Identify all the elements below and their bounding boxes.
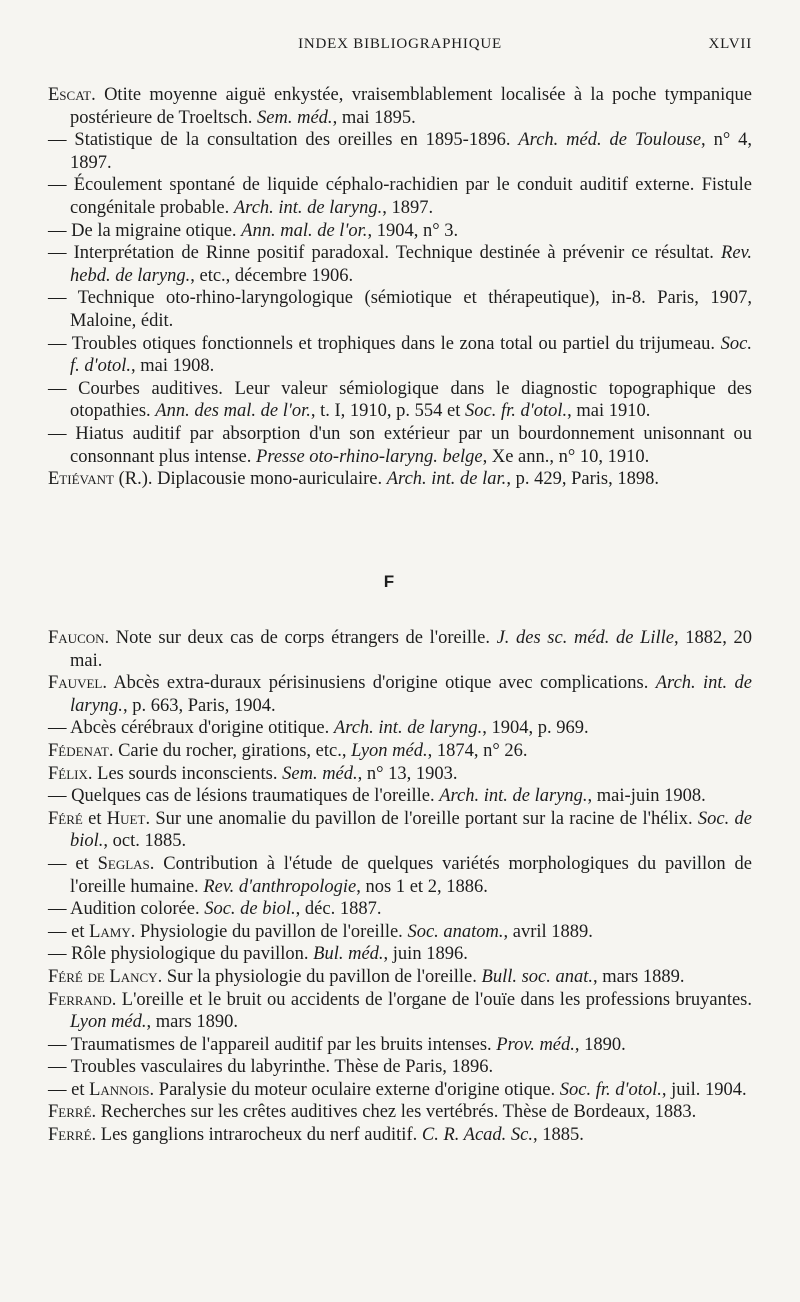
entry-journal: J. des sc. méd. de Lille	[496, 628, 675, 648]
entry-text: , mai 1910.	[567, 401, 651, 422]
bibliography-entry	[48, 1034, 752, 1057]
entry-journal: Soc. de biol.	[70, 808, 752, 852]
bibliography-entry	[48, 333, 752, 378]
entry-text: — Abcès cérébraux d'origine otitique.	[48, 718, 334, 739]
entry-journal: Lyon méd.	[351, 740, 428, 761]
entry-journal: Arch. int. de laryng.	[233, 197, 383, 218]
entry-text: , n° 13, 1903.	[357, 763, 458, 784]
entry-text: , n° 4, 1897.	[70, 130, 753, 173]
entry-journal: Bul. méd.	[313, 944, 384, 965]
entry-author: Féré de Lancy	[48, 966, 158, 987]
entry-coauthor: Lamy	[89, 921, 131, 942]
entry-text: . Otite moyenne aiguë enkystée, vraisemblablement localisée à la poche tympanique postérieure de Troeltsch.	[70, 85, 752, 128]
entry-text: , oct. 1885.	[103, 831, 187, 852]
entry-text: , 1897.	[382, 197, 434, 218]
entry-author: Ferrand	[48, 989, 112, 1010]
bibliography-entry	[48, 966, 752, 989]
entry-text: — et	[48, 1079, 90, 1100]
entry-text: — Interprétation de Rinne positif paradoxal. Technique destinée à prévenir ce résultat.	[48, 243, 722, 264]
bibliography-entry	[48, 853, 752, 898]
bibliography-entry	[48, 468, 752, 491]
entry-author: Etiévant	[48, 469, 114, 490]
entry-journal: Soc. fr. d'otol.	[465, 401, 568, 422]
entry-journal: Presse oto-rhino-laryng. belge	[256, 446, 483, 467]
entry-text: — Technique oto-rhino-laryngologique (sémiotique et thérapeutique), in-8. Paris, 1907, Maloine, édit.	[48, 288, 752, 331]
entry-text: . Carie du rocher, girations, etc.,	[108, 740, 352, 761]
entry-text: — Troubles otiques fonctionnels et trophiques dans le zona total ou partiel du trijumeau.	[48, 333, 721, 354]
entry-text: , mai-juin 1908.	[587, 786, 706, 807]
bibliography-entry	[48, 989, 752, 1034]
entry-journal: Soc. fr. d'otol.	[559, 1079, 662, 1100]
bibliography-entry	[48, 84, 752, 129]
bibliography-entry	[48, 174, 752, 219]
section-letter-heading: F	[383, 572, 395, 591]
entry-text: , 1904, n° 3.	[367, 220, 459, 241]
bibliography-entry	[48, 220, 752, 243]
entry-text: — Traumatismes de l'appareil auditif par les bruits intenses.	[48, 1034, 497, 1055]
entry-journal: Arch. int. de laryng.	[333, 718, 483, 739]
entry-journal: Arch. int. de lar.	[386, 469, 507, 490]
entry-text: . Contribution à l'étude de quelques variétés morphologiques du pavillon de l'oreille humaine.	[70, 853, 752, 897]
entry-text: — et	[48, 853, 98, 874]
entry-journal: C. R. Acad. Sc.	[421, 1125, 534, 1146]
bibliography-f-entries	[48, 627, 752, 1147]
entry-text: — Statistique de la consultation des oreilles en 1895-1896.	[48, 130, 519, 151]
entry-author: Félix	[48, 763, 88, 784]
entry-author: Ferré	[48, 1125, 92, 1146]
bibliography-entry	[48, 378, 752, 423]
entry-text: . Paralysie du moteur oculaire externe d'origine otique.	[149, 1079, 560, 1100]
entry-text: , 1874, n° 26.	[427, 740, 528, 761]
bibliography-entry	[48, 1101, 752, 1124]
entry-journal: Sem. méd.	[282, 763, 358, 784]
entry-journal: Rev. hebd. de laryng.	[70, 243, 752, 286]
entry-text: , Xe ann., n° 10, 1910.	[482, 446, 650, 467]
bibliography-entry	[48, 1124, 752, 1147]
entry-journal: Ann. des mal. de l'or.	[155, 401, 311, 422]
entry-text: , déc. 1887.	[295, 899, 382, 920]
entry-text: — Audition colorée.	[48, 899, 205, 920]
entry-text: — Quelques cas de lésions traumatiques de l'oreille.	[48, 786, 440, 807]
entry-text: , juin 1896.	[383, 944, 468, 965]
bibliography-entry	[48, 287, 752, 332]
bibliography-entry	[48, 1079, 752, 1102]
entry-text: . Sur la physiologie du pavillon de l'oreille.	[157, 966, 482, 987]
entry-journal: Arch. int. de laryng.	[439, 786, 588, 807]
bibliography-entry	[48, 943, 752, 966]
entry-text: . Note sur deux cas de corps étrangers de l'oreille.	[104, 628, 497, 648]
entry-text: — De la migraine otique.	[48, 220, 242, 241]
entry-text: , 1885.	[533, 1125, 584, 1146]
entry-author: Fauvel	[48, 673, 103, 694]
entry-text: , mai 1895.	[332, 107, 416, 128]
entry-text: . Abcès extra-duraux périsinusiens d'origine otique avec complications.	[102, 673, 656, 694]
entry-text: , avril 1889.	[503, 921, 593, 942]
entry-text: — Écoulement spontané de liquide céphalo-rachidien par le conduit auditif externe. Fistule congénitale probable.	[48, 175, 752, 218]
entry-text: , 1882, 20 mai.	[70, 628, 752, 671]
entry-text: , p. 429, Paris, 1898.	[506, 469, 659, 490]
bibliography-entry	[48, 717, 752, 740]
entry-text: — Rôle physiologique du pavillon.	[48, 944, 314, 965]
entry-coauthor: Lannois	[89, 1079, 150, 1100]
entry-text: . Physiologie du pavillon de l'oreille.	[130, 921, 408, 942]
bibliography-entry	[48, 785, 752, 808]
entry-author: Escat	[48, 85, 92, 105]
entry-text: , mai 1908.	[131, 356, 215, 377]
bibliography-entry	[48, 921, 752, 944]
entry-journal: Arch. int. de laryng.	[70, 673, 752, 716]
entry-author: Féré	[48, 808, 83, 829]
entry-journal: Lyon méd.	[70, 1012, 147, 1033]
entry-text: . Les ganglions intrarocheux du nerf auditif.	[91, 1125, 422, 1146]
bibliography-entry	[48, 1056, 752, 1079]
entry-journal: Sem. méd.	[257, 107, 333, 128]
entry-journal: Arch. méd. de Toulouse	[518, 130, 702, 151]
running-title: INDEX BIBLIOGRAPHIQUE	[298, 36, 502, 52]
bibliography-entry	[48, 808, 752, 853]
entry-text: . L'oreille et le bruit ou accidents de l'organe de l'ouïe dans les professions bruyantes.	[111, 989, 752, 1010]
bibliography-entry	[48, 763, 752, 786]
entry-coauthor: Seglas	[97, 853, 150, 874]
entry-text: , mars 1889.	[593, 966, 685, 987]
bibliography-entry	[48, 423, 752, 468]
entry-journal: Prov. méd.	[496, 1034, 575, 1055]
entry-text: , nos 1 et 2, 1886.	[356, 876, 488, 897]
entry-text: , p. 663, Paris, 1904.	[122, 695, 276, 716]
bibliography-e-entries	[48, 84, 752, 491]
bibliography-entry	[48, 898, 752, 921]
entry-text: (R.). Diplacousie mono-auriculaire.	[113, 469, 387, 490]
entry-text: , mars 1890.	[146, 1012, 238, 1033]
entry-text: , etc., décembre 1906.	[190, 265, 354, 286]
entry-text: . Sur une anomalie du pavillon de l'oreille portant sur la racine de l'hélix.	[145, 808, 698, 829]
bibliography-entry	[48, 242, 752, 287]
bibliography-entry	[48, 129, 752, 174]
entry-text: , t. I, 1910, p. 554 et	[310, 401, 465, 422]
entry-text: — Courbes auditives. Leur valeur sémiologique dans le diagnostic topographique des otopathies.	[48, 378, 752, 422]
entry-journal: Bull. soc. anat.	[481, 966, 594, 987]
entry-coauthor: Huet	[106, 808, 146, 829]
entry-author: Faucon	[48, 628, 105, 648]
entry-journal: Ann. mal. de l'or.	[241, 220, 368, 241]
entry-author: Ferré	[48, 1102, 92, 1123]
bibliography-entry	[48, 627, 752, 672]
bibliography-entry	[48, 672, 752, 717]
entry-text: , 1890.	[574, 1034, 626, 1055]
entry-text: — Troubles vasculaires du labyrinthe. Thèse de Paris, 1896.	[48, 1057, 494, 1078]
entry-journal: Soc. anatom.	[407, 921, 504, 942]
page-header	[48, 36, 752, 58]
entry-author: Fédenat	[48, 740, 109, 761]
entry-journal: Soc. f. d'otol.	[70, 333, 752, 377]
entry-text: — Hiatus auditif par absorption d'un son extérieur par un bourdonnement unisonnant ou consonnant plus intense.	[48, 423, 752, 467]
entry-text: . Recherches sur les crêtes auditives chez les vertébrés. Thèse de Bordeaux, 1883.	[91, 1102, 697, 1123]
entry-text: , 1904, p. 969.	[482, 718, 589, 739]
entry-text: et	[82, 808, 107, 829]
page-number: XLVII	[708, 36, 752, 52]
entry-journal: Soc. de biol.	[204, 899, 296, 920]
entry-text: . Les sourds inconscients.	[87, 763, 283, 784]
entry-text: , juil. 1904.	[661, 1079, 747, 1100]
entry-text: — et	[48, 921, 90, 942]
entry-journal: Rev. d'anthropologie	[203, 876, 357, 897]
bibliography-entry	[48, 740, 752, 763]
